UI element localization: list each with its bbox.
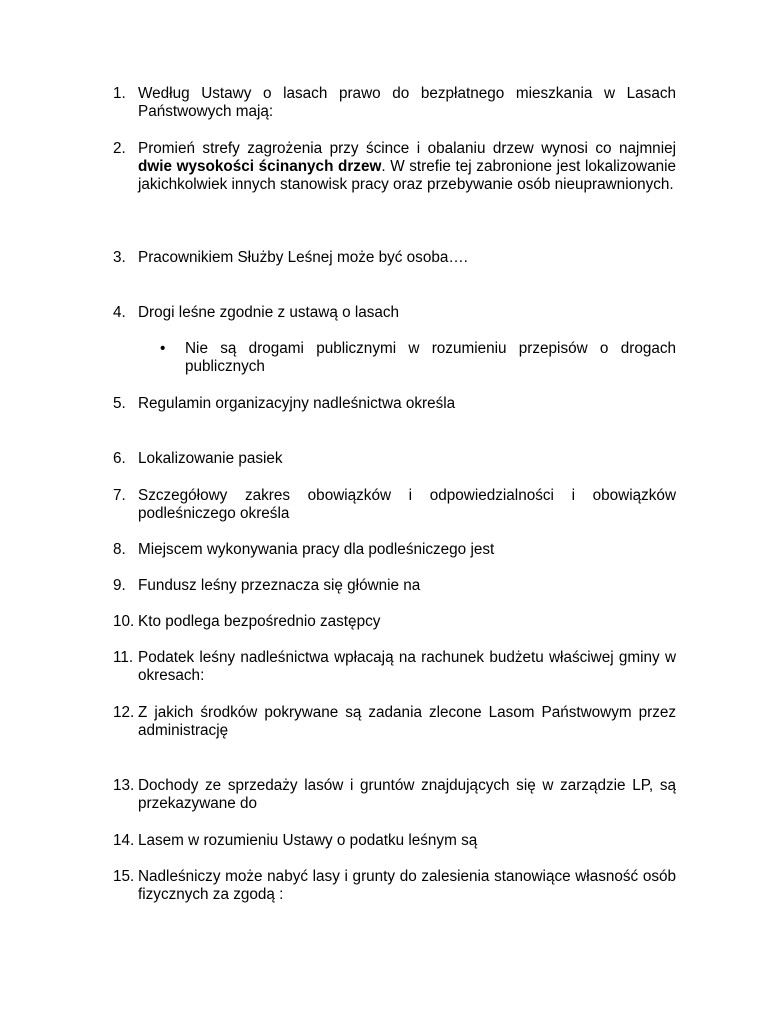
item-text-bold: dwie wysokości ścinanych drzew (138, 158, 382, 175)
item-text: Lasem w rozumieniu Ustawy o podatku leśnym są (138, 832, 478, 849)
item-text: Fundusz leśny przeznacza się głównie na (138, 577, 421, 594)
item-text: Nadleśniczy może nabyć lasy i grunty do zalesienia stanowiące własność osób fizycznych za zgodą : (138, 868, 676, 903)
item-text: Drogi leśne zgodnie z ustawą o lasach (138, 304, 400, 321)
item-text: Według Ustawy o lasach prawo do bezpłatnego mieszkania w Lasach Państwowych mają: (138, 85, 676, 120)
item-number: 15. (113, 868, 135, 885)
item-number: 3. (113, 249, 126, 266)
item-number: 10. (113, 613, 135, 630)
item-number: 4. (113, 304, 126, 321)
item-text: Kto podlega bezpośrednio zastępcy (138, 613, 381, 630)
item-number: 8. (113, 541, 126, 558)
item-number: 6. (113, 450, 126, 467)
item-text: Miejscem wykonywania pracy dla podleśniczego jest (138, 541, 495, 558)
item-text-after: . W strefie tej zabronione jest lokalizowanie jakichkolwiek innych stanowisk pracy oraz przebywanie osób nieuprawnionych. (138, 158, 676, 193)
item-text: Z jakich środków pokrywane są zadania zlecone Lasom Państwowym przez administrację (138, 704, 676, 739)
bullet-text: Nie są drogami publicznymi w rozumieniu przepisów o drogach publicznych (185, 340, 676, 375)
bullet-icon: • (160, 340, 166, 357)
item-text: Pracownikiem Służby Leśnej może być osoba…. (138, 249, 468, 266)
item-number: 13. (113, 777, 135, 794)
item-text: Dochody ze sprzedaży lasów i gruntów znajdujących się w zarządzie LP, są przekazywane do (138, 777, 676, 812)
item-number: 11. (113, 649, 134, 666)
item-text: Regulamin organizacyjny nadleśnictwa określa (138, 395, 456, 412)
item-number: 14. (113, 832, 135, 849)
item-text (138, 140, 676, 194)
item-number: 12. (113, 704, 135, 721)
item-text: Lokalizowanie pasiek (138, 450, 283, 467)
item-number: 9. (113, 577, 126, 594)
item-number: 2. (113, 140, 126, 157)
item-text-before: Promień strefy zagrożenia przy ścince i obalaniu drzew wynosi co najmniej (138, 140, 676, 157)
item-number: 7. (113, 487, 126, 504)
item-text: Szczegółowy zakres obowiązków i odpowiedzialności i obowiązków podleśniczego określa (138, 487, 676, 522)
item-text: Podatek leśny nadleśnictwa wpłacają na rachunek budżetu właściwej gminy w okresach: (138, 649, 676, 684)
item-number: 1. (113, 85, 126, 102)
item-number: 5. (113, 395, 126, 412)
